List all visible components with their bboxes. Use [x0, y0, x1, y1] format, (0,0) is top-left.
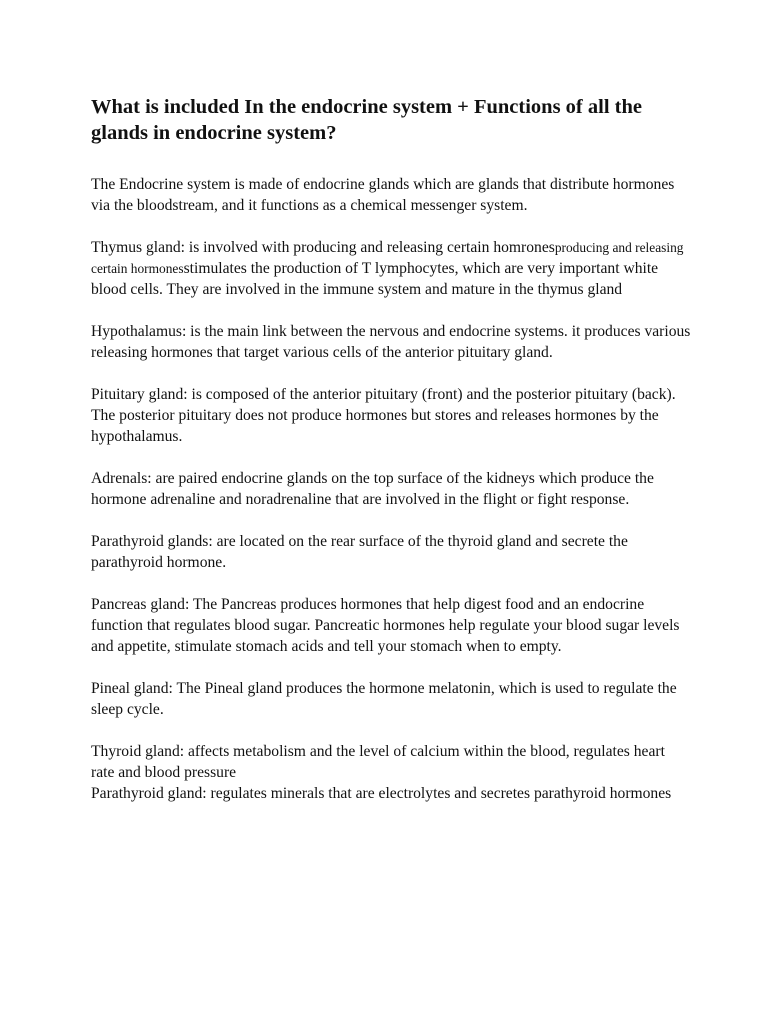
pancreas-paragraph: Pancreas gland: The Pancreas produces hormones that help digest food and an endocrine function that regulates blood sugar. Pancreatic hormones help regulate your blood sugar levels and appetite, stimulate stomach acids and tell your stomach when to empty. [91, 596, 680, 655]
pituitary-paragraph: Pituitary gland: is composed of the anterior pituitary (front) and the posterior pituitary (back). The posterior pituitary does not produce hormones but stores and releases hormones by the hypothalamus. [91, 386, 676, 445]
document-title: What is included In the endocrine system + Functions of all the glands in endocrine system? [91, 96, 642, 144]
hypothalamus-paragraph: Hypothalamus: is the main link between the nervous and endocrine systems. it produces various releasing hormones that target various cells of the anterior pituitary gland. [91, 323, 691, 361]
thymus-text-part2: producing and releasing certain hormones [91, 240, 684, 276]
document-page [91, 94, 691, 804]
adrenals-paragraph: Adrenals: are paired endocrine glands on the top surface of the kidneys which produce the hormone adrenaline and noradrenaline that are involved in the flight or fight response. [91, 470, 654, 508]
parathyroid-glands-paragraph: Parathyroid glands: are located on the rear surface of the thyroid gland and secrete the parathyroid hormone. [91, 533, 628, 571]
thymus-text-part3: stimulates the production of T lymphocytes, which are very important white blood cells. They are involved in the immune system and mature in the thymus gland [91, 260, 659, 298]
thymus-text-part1: Thymus gland: is involved with producing and releasing certain homrones [91, 239, 555, 256]
thyroid-paragraph: Thyroid gland: affects metabolism and the level of calcium within the blood, regulates heart rate and blood pressure [91, 743, 665, 781]
parathyroid-gland-paragraph: Parathyroid gland: regulates minerals that are electrolytes and secretes parathyroid hormones [91, 785, 672, 802]
thymus-paragraph [91, 237, 691, 300]
intro-paragraph: The Endocrine system is made of endocrine glands which are glands that distribute hormones via the bloodstream, and it functions as a chemical messenger system. [91, 176, 675, 214]
pineal-paragraph: Pineal gland: The Pineal gland produces the hormone melatonin, which is used to regulate the sleep cycle. [91, 680, 677, 718]
